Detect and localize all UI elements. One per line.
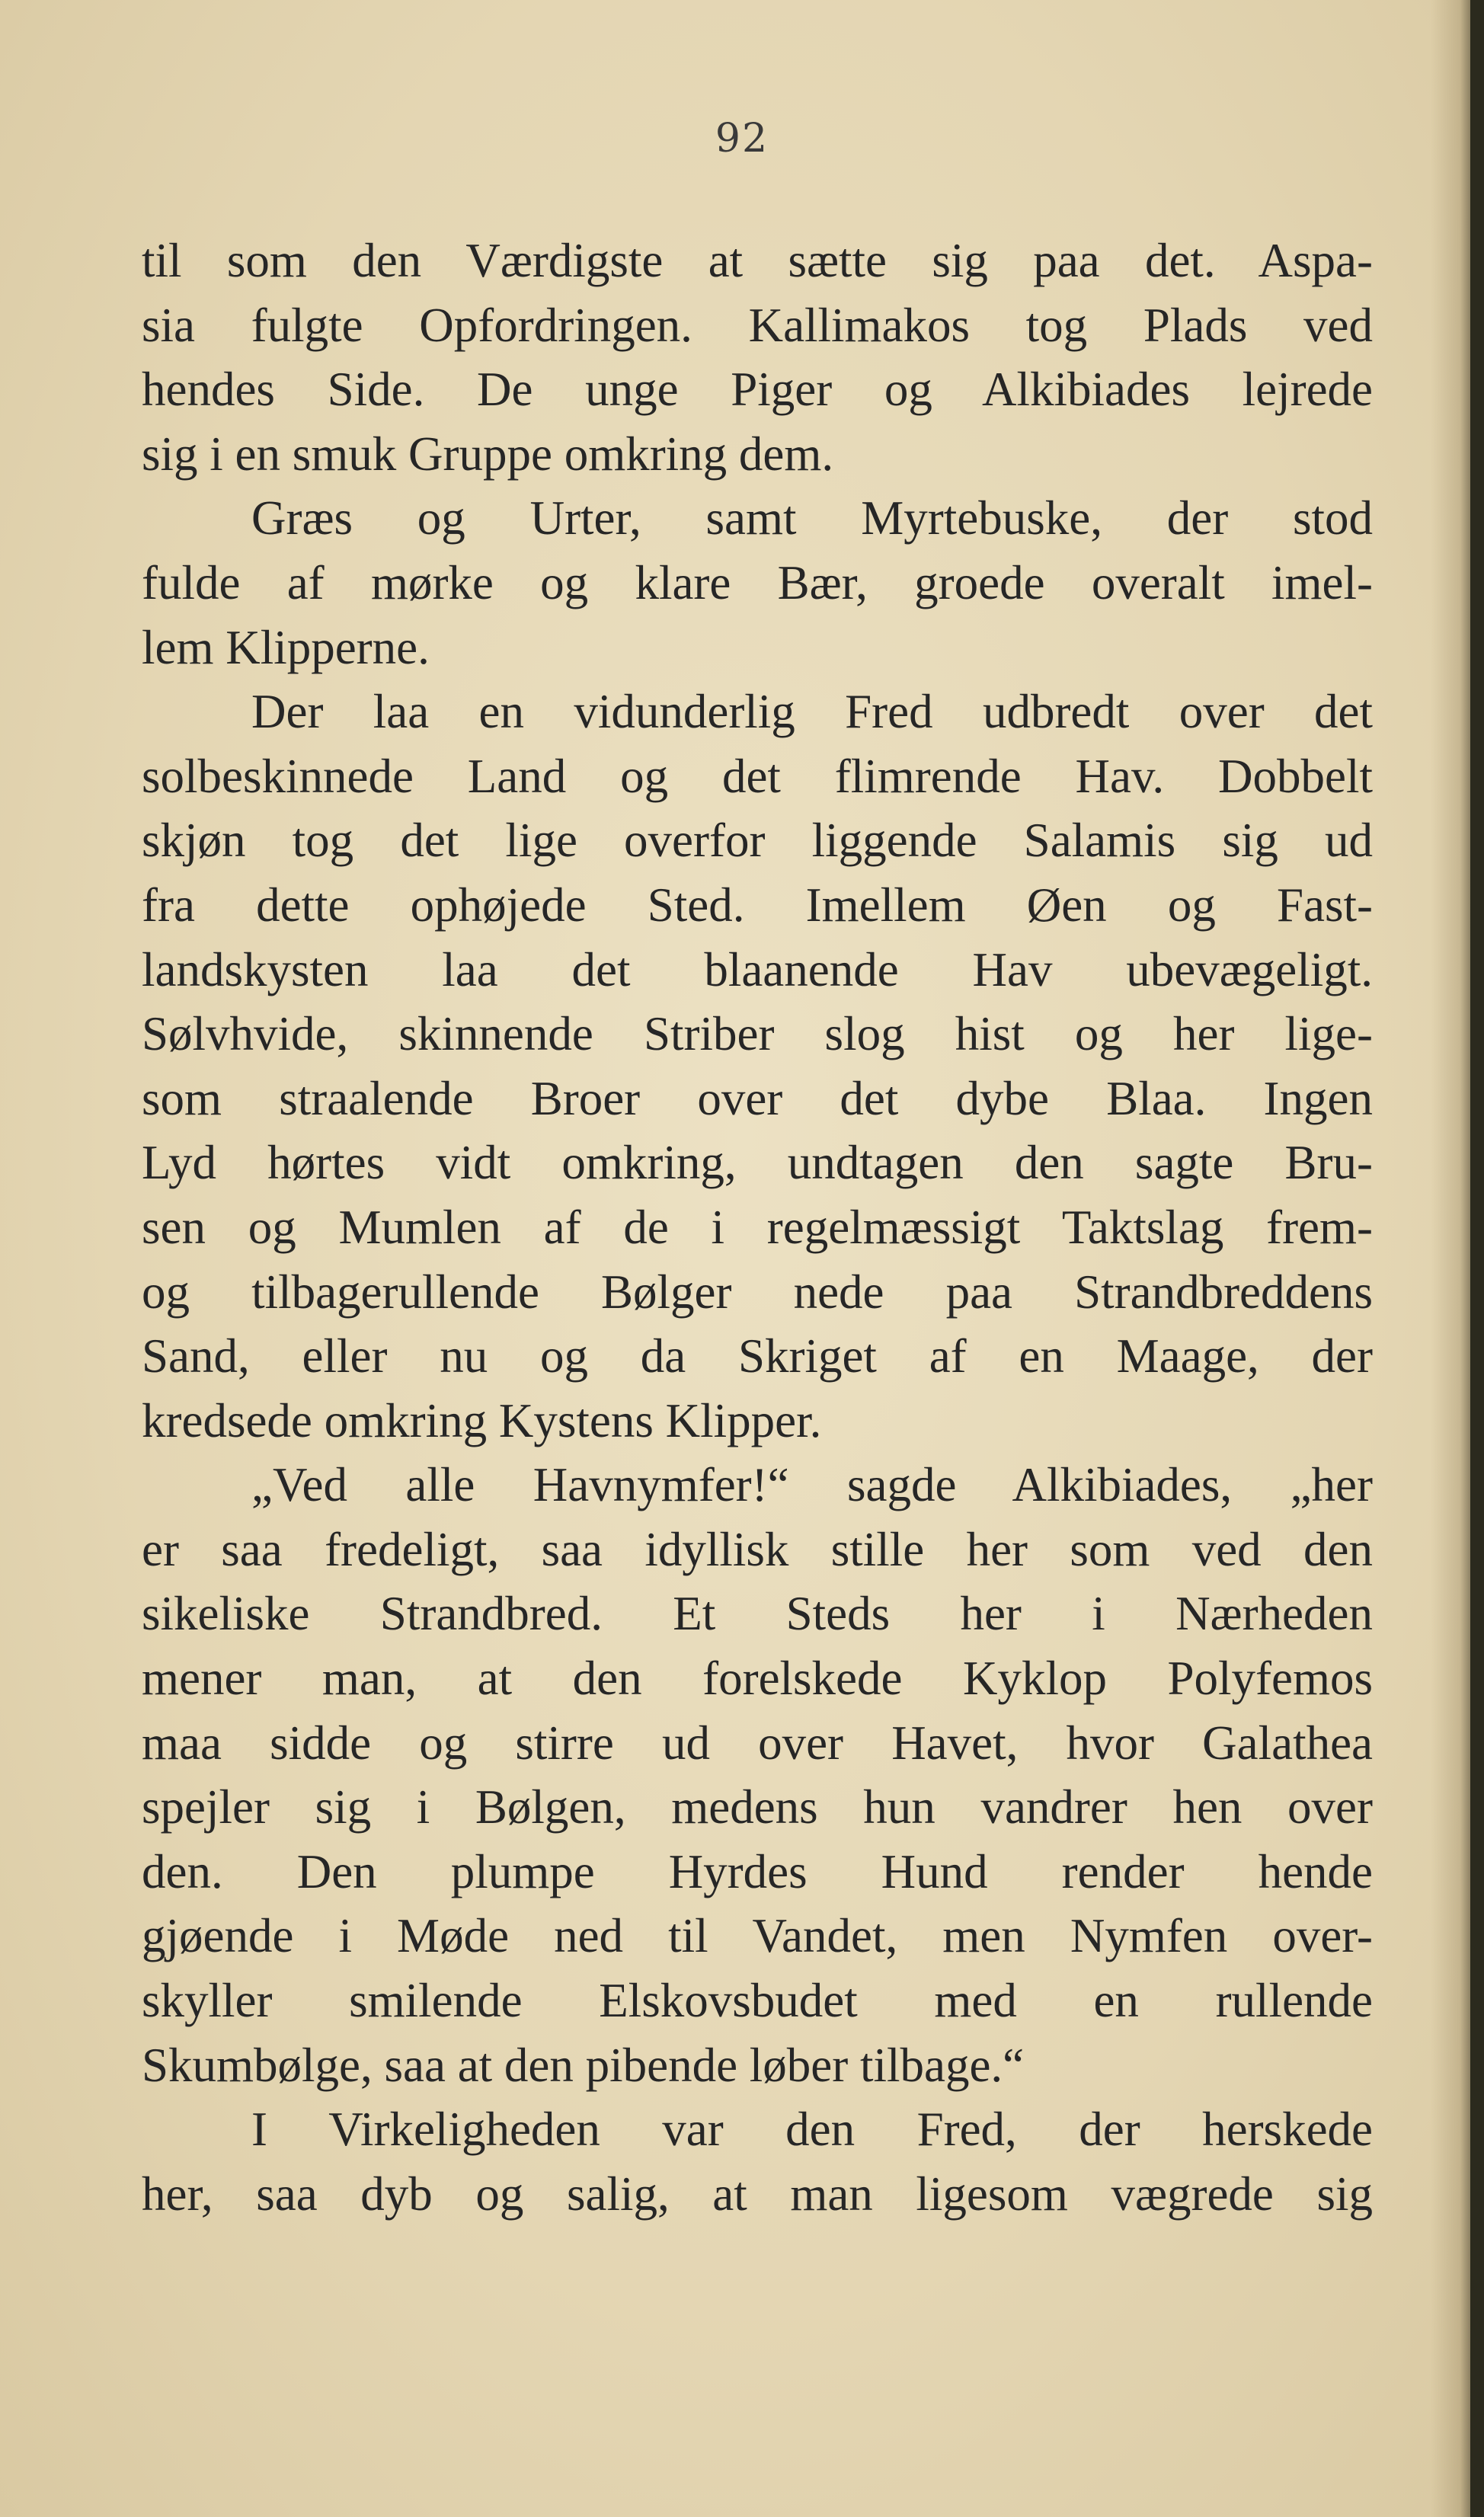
text-line: Skumbølge, saa at den pibende løber tilbage.“ bbox=[142, 2038, 1025, 2092]
text-line: den. Den plumpe Hyrdes Hund render hende bbox=[142, 1844, 1373, 1898]
text-line: spejler sig i Bølgen, medens hun vandrer hen over bbox=[142, 1780, 1373, 1834]
text-line: hendes Side. De unge Piger og Alkibiades lejrede bbox=[142, 363, 1373, 417]
text-line: lem Klipperne. bbox=[142, 620, 430, 674]
text-line: til som den Værdigste at sætte sig paa det. Aspa- bbox=[142, 234, 1373, 287]
text-line: her, saa dyb og salig, at man ligesom vægrede sig bbox=[142, 2167, 1373, 2221]
page-edge bbox=[1470, 0, 1484, 2517]
text-line: som straalende Broer over det dybe Blaa. Ingen bbox=[142, 1071, 1373, 1125]
text-line: sig i en smuk Gruppe omkring dem. bbox=[142, 427, 834, 481]
text-line: „Ved alle Havnymfer!“ sagde Alkibiades, „her bbox=[251, 1458, 1373, 1512]
text-line: gjøende i Møde ned til Vandet, men Nymfen over- bbox=[142, 1909, 1373, 1963]
text-line: sia fulgte Opfordringen. Kallimakos tog Plads ved bbox=[142, 298, 1373, 352]
text-line: sen og Mumlen af de i regelmæssigt Taktslag frem- bbox=[142, 1200, 1373, 1254]
text-line: mener man, at den forelskede Kyklop Polyfemos bbox=[142, 1652, 1373, 1706]
text-line: Sand, eller nu og da Skriget af en Maage, der bbox=[142, 1329, 1373, 1383]
text-line: solbeskinnede Land og det flimrende Hav. Dobbelt bbox=[142, 749, 1373, 803]
text-line: skjøn tog det lige overfor liggende Salamis sig ud bbox=[142, 814, 1373, 868]
text-line: er saa fredeligt, saa idyllisk stille her som ved den bbox=[142, 1522, 1373, 1576]
page-number: 92 bbox=[715, 116, 769, 162]
text-line: fra dette ophøjede Sted. Imellem Øen og Fast- bbox=[142, 878, 1373, 932]
text-line: fulde af mørke og klare Bær, groede overalt imel- bbox=[142, 555, 1373, 609]
text-line: Der laa en vidunderlig Fred udbredt over det bbox=[251, 685, 1373, 739]
text-line: og tilbagerullende Bølger nede paa Strandbreddens bbox=[142, 1265, 1373, 1319]
text-line: I Virkeligheden var den Fred, der herskede bbox=[251, 2103, 1373, 2157]
text-line: Græs og Urter, samt Myrtebuske, der stod bbox=[251, 491, 1373, 545]
text-line: kredsede omkring Kystens Klipper. bbox=[142, 1393, 822, 1447]
text-line: skyller smilende Elskovsbudet med en rullende bbox=[142, 1974, 1373, 2028]
body-text bbox=[142, 229, 1373, 2226]
text-line: maa sidde og stirre ud over Havet, hvor Galathea bbox=[142, 1716, 1373, 1770]
text-line: landskysten laa det blaanende Hav ubevægeligt. bbox=[142, 942, 1373, 996]
text-line: Lyd hørtes vidt omkring, undtagen den sagte Bru- bbox=[142, 1136, 1373, 1190]
text-line: Sølvhvide, skinnende Striber slog hist og her lige- bbox=[142, 1007, 1373, 1061]
text-line: sikeliske Strandbred. Et Steds her i Nærheden bbox=[142, 1587, 1373, 1641]
